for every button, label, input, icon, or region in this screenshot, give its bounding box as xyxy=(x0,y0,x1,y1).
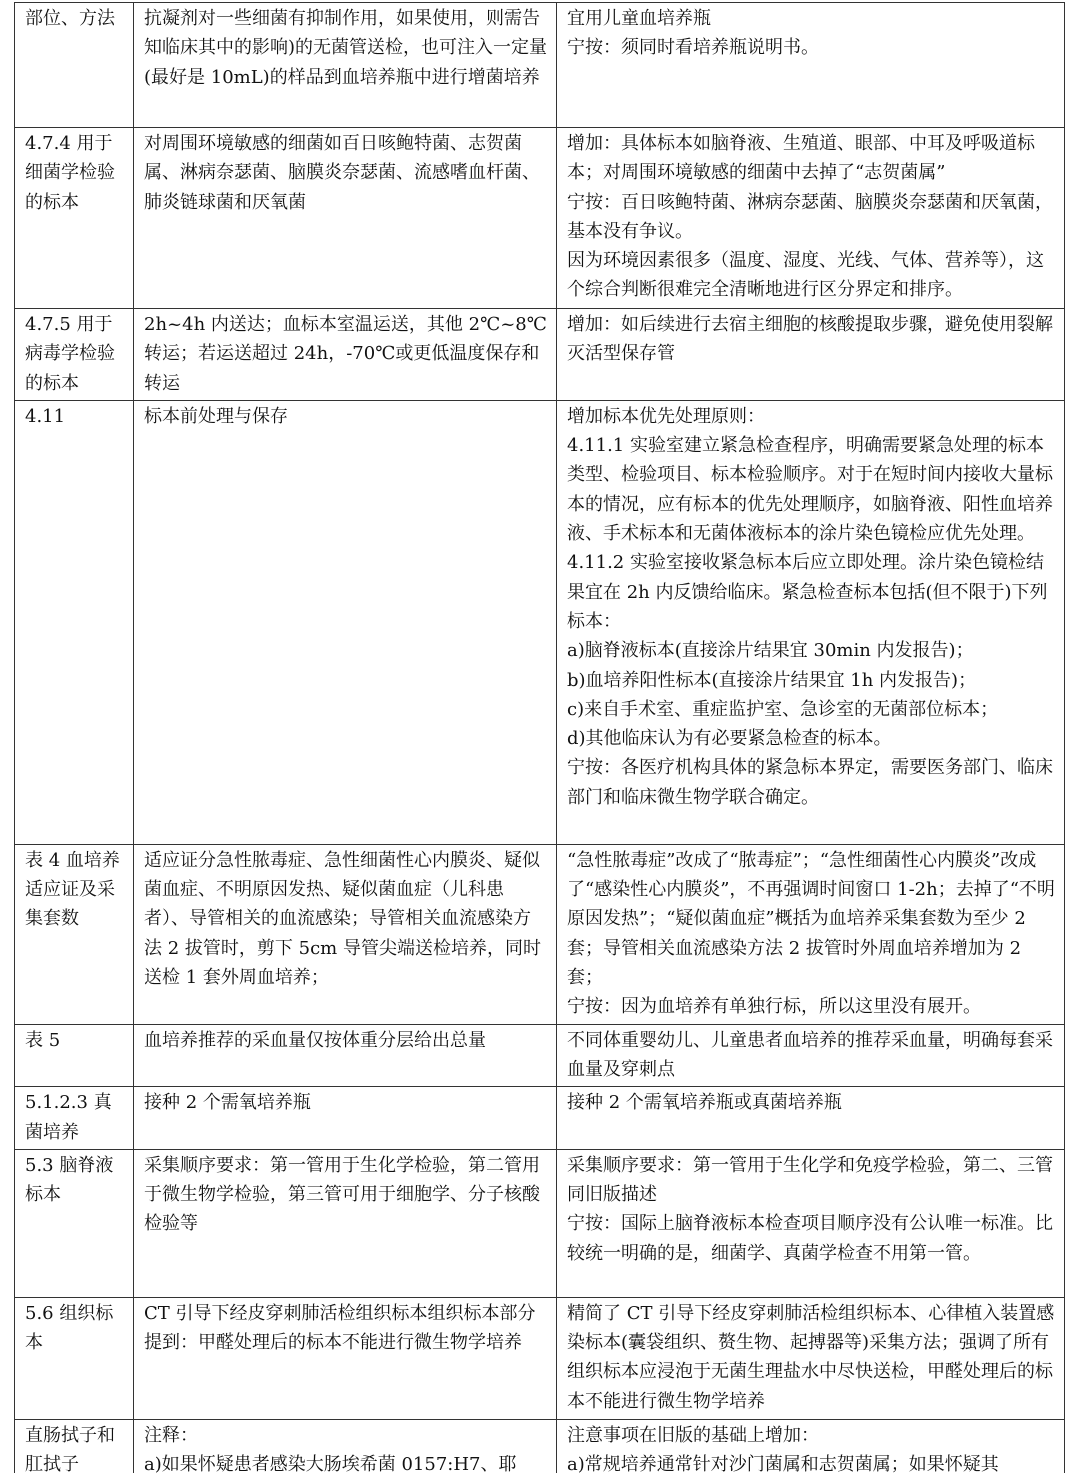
cell-paragraph: 增加：如后续进行去宿主细胞的核酸提取步骤，避免使用裂解灭活型保存管 xyxy=(567,314,1053,365)
old-version-cell: 采集顺序要求：第一管用于生化学检验，第二管用于微生物学检验，第三管可用于细胞学、分子核酸检验等 xyxy=(134,1149,557,1297)
table-row xyxy=(15,400,1065,844)
cell-paragraph: 精简了 CT 引导下经皮穿刺肺活检组织标本、心律植入装置感染标本(囊袋组织、赘生物、起搏器等)采集方法；强调了所有组织标本应浸泡于无菌生理盐水中尽快送检，甲醛处理后的标本不能进行微生物学培养 xyxy=(567,1302,1055,1412)
old-version-cell: 抗凝剂对一些细菌有抑制作用，如果使用，则需告知临床其中的影响)的无菌管送检，也可注入一定量(最好是 10mL)的样品到血培养瓶中进行增菌培养 xyxy=(134,3,557,128)
section-cell: 直肠拭子和肛拭子 xyxy=(15,1419,134,1473)
cell-paragraph: 宁按：因为血培养有单独行标，所以这里没有展开。 xyxy=(567,996,981,1018)
table-row xyxy=(15,1024,1065,1087)
new-version-cell xyxy=(557,1297,1065,1419)
cell-paragraph: d)其他临床认为有必要紧急检查的标本。 xyxy=(567,728,892,750)
cell-paragraph: 4.11.1 实验室建立紧急检查程序，明确需要紧急处理的标本类型、检验项目、标本检验顺序。对于在短时间内接收大量标本的情况，应有标本的优先处理顺序，如脑脊液、阳性血培养液、手术标本和无菌体液标本的涂片染色镜检应优先处理。 xyxy=(567,435,1053,545)
table-row xyxy=(15,1149,1065,1297)
comparison-table xyxy=(14,2,1065,1473)
old-version-cell: 对周围环境敏感的细菌如百日咳鲍特菌、志贺菌属、淋病奈瑟菌、脑膜炎奈瑟菌、流感嗜血杆菌、肺炎链球菌和厌氧菌 xyxy=(134,128,557,309)
new-version-cell xyxy=(557,1419,1065,1473)
cell-paragraph: b)血培养阳性标本(直接涂片结果宜 1h 内发报告)； xyxy=(567,669,977,691)
old-version-cell: 2h~4h 内送达；血标本室温运送，其他 2℃~8℃转运；若运送超过 24h，-70℃或更低温度保存和转运 xyxy=(134,309,557,401)
table-row xyxy=(15,309,1065,401)
section-cell: 表 4 血培养适应证及采集套数 xyxy=(15,844,134,1024)
section-cell: 5.1.2.3 真菌培养 xyxy=(15,1087,134,1150)
cell-paragraph: 注意事项在旧版的基础上增加： xyxy=(567,1424,819,1446)
table-row xyxy=(15,3,1065,128)
old-version-cell: 血培养推荐的采血量仅按体重分层给出总量 xyxy=(134,1024,557,1087)
section-cell: 5.6 组织标本 xyxy=(15,1297,134,1419)
cell-paragraph: 增加：具体标本如脑脊液、生殖道、眼部、中耳及呼吸道标本；对周围环境敏感的细菌中去掉了“志贺菌属” xyxy=(567,133,1035,184)
table-row xyxy=(15,844,1065,1024)
cell-paragraph: 采集顺序要求：第一管用于生化学和免疫学检验，第二、三管同旧版描述 xyxy=(567,1154,1053,1206)
cell-paragraph: 宁按：须同时看培养瓶说明书。 xyxy=(567,37,819,59)
table-row xyxy=(15,1297,1065,1419)
new-version-cell xyxy=(557,3,1065,128)
new-version-cell xyxy=(557,1087,1065,1150)
cell-paragraph: a)常规培养通常针对沙门菌属和志贺菌属；如果怀疑其 xyxy=(567,1454,999,1473)
table-row xyxy=(15,1419,1065,1473)
cell-paragraph: 接种 2 个需氧培养瓶或真菌培养瓶 xyxy=(567,1092,842,1114)
cell-paragraph: 宁按：百日咳鲍特菌、淋病奈瑟菌、脑膜炎奈瑟菌和厌氧菌，基本没有争议。 xyxy=(567,191,1053,242)
section-cell: 4.7.5 用于病毒学检验的标本 xyxy=(15,309,134,401)
section-cell: 部位、方法 xyxy=(15,3,134,128)
cell-paragraph: a)如果怀疑患者感染大肠埃希菌 0157:H7、耶 xyxy=(144,1454,517,1473)
cell-paragraph: c)来自手术室、重症监护室、急诊室的无菌部位标本； xyxy=(567,698,999,720)
section-cell: 4.11 xyxy=(15,400,134,844)
new-version-cell xyxy=(557,128,1065,309)
cell-paragraph: 注释： xyxy=(144,1424,198,1446)
old-version-cell: 适应证分急性脓毒症、急性细菌性心内膜炎、疑似菌血症、不明原因发热、疑似菌血症（儿科患者）、导管相关的血流感染；导管相关血流感染方法 2 拔管时，剪下 5cm 导管尖端送检培养，同时送检 1 套外周血培养； xyxy=(134,844,557,1024)
new-version-cell xyxy=(557,1149,1065,1297)
cell-paragraph: 宜用儿童血培养瓶 xyxy=(567,8,711,29)
cell-paragraph: 宁按：各医疗机构具体的紧急标本界定，需要医务部门、临床部门和临床微生物学联合确定。 xyxy=(567,757,1053,808)
old-version-cell xyxy=(134,1419,557,1473)
cell-paragraph: 增加标本优先处理原则： xyxy=(567,405,765,427)
cell-paragraph: 宁按：国际上脑脊液标本检查项目顺序没有公认唯一标准。比较统一明确的是，细菌学、真菌学检查不用第一管。 xyxy=(567,1213,1053,1264)
cell-paragraph: 因为环境因素很多（温度、湿度、光线、气体、营养等），这个综合判断很难完全清晰地进行区分界定和排序。 xyxy=(567,250,1044,301)
new-version-cell xyxy=(557,400,1065,844)
cell-paragraph: a)脑脊液标本(直接涂片结果宜 30min 内发报告)； xyxy=(567,640,974,662)
new-version-cell xyxy=(557,309,1065,401)
old-version-cell: 标本前处理与保存 xyxy=(134,400,557,844)
cell-paragraph: 不同体重婴幼儿、儿童患者血培养的推荐采血量，明确每套采血量及穿刺点 xyxy=(567,1029,1053,1080)
cell-paragraph: “急性脓毒症”改成了“脓毒症”；“急性细菌性心内膜炎”改成了“感染性心内膜炎”，不再强调时间窗口 1-2h；去掉了“不明原因发热”；“疑似菌血症”概括为血培养采集套数为至少 2 套；导管相关血流感染方法 2 拔管时外周血培养增加为 2 套； xyxy=(567,849,1055,989)
section-cell: 4.7.4 用于细菌学检验的标本 xyxy=(15,128,134,309)
cell-paragraph: 4.11.2 实验室接收紧急标本后应立即处理。涂片染色镜检结果宜在 2h 内反馈给临床。紧急检查标本包括(但不限于)下列标本： xyxy=(567,552,1048,632)
old-version-cell: 接种 2 个需氧培养瓶 xyxy=(134,1087,557,1150)
table-row xyxy=(15,1087,1065,1150)
section-cell: 5.3 脑脊液标本 xyxy=(15,1149,134,1297)
section-cell: 表 5 xyxy=(15,1024,134,1087)
new-version-cell xyxy=(557,844,1065,1024)
table-row xyxy=(15,128,1065,309)
new-version-cell xyxy=(557,1024,1065,1087)
old-version-cell: CT 引导下经皮穿刺肺活检组织标本组织标本部分提到：甲醛处理后的标本不能进行微生物学培养 xyxy=(134,1297,557,1419)
